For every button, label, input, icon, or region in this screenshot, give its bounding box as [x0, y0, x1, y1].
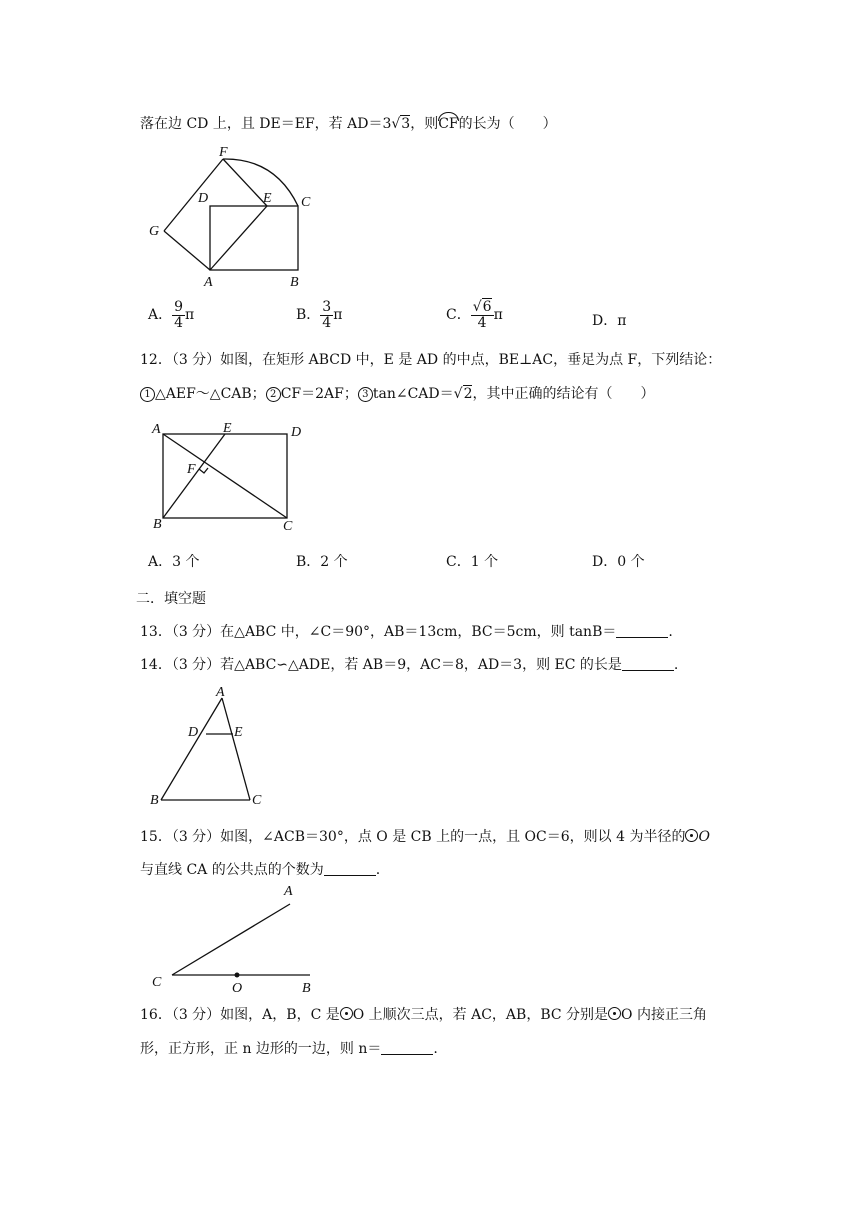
q12-option-c[interactable]: C．1 个 [446, 554, 499, 570]
q16-text-b: O 上顺次三点，若 AC，AB，BC 分别是 [352, 1007, 609, 1023]
q11-option-c[interactable] [446, 300, 503, 330]
q14-figure [145, 684, 275, 810]
label-E: E [263, 191, 272, 206]
numerator: 9 [174, 299, 184, 315]
answer-blank[interactable] [324, 863, 376, 876]
q16-stem-line1 [140, 1004, 707, 1024]
label-D: D [291, 425, 302, 440]
q16-stem-line2 [140, 1038, 438, 1058]
label-D: D [188, 725, 199, 740]
section-heading: 二．填空题 [136, 591, 206, 607]
q15-stem-line1 [140, 826, 710, 846]
q12-figure [145, 418, 315, 536]
q11-text-middle: ，则 [410, 116, 439, 132]
q16-text-a: 16．（3 分）如图，A，B，C 是 [140, 1007, 340, 1023]
answer-blank[interactable] [616, 625, 668, 638]
segment-ga [164, 231, 210, 270]
q12-stem-line1: 12．（3 分）如图，在矩形 ABCD 中，E 是 AD 的中点，BE⊥AC，垂足为点 F，下列结论： [140, 352, 722, 368]
label-F: F [219, 145, 228, 160]
q12-stem-line2 [140, 383, 654, 403]
label-O: O [232, 981, 243, 995]
segment-ae [210, 206, 267, 270]
answer-blank[interactable] [622, 658, 674, 671]
q11-sqrt-radicand: 3 [401, 116, 411, 132]
q15-text-2: 与直线 CA 的公共点的个数为 [140, 862, 324, 878]
q12-statement-1: △AEF～△CAB； [155, 386, 266, 402]
label-A: A [152, 422, 161, 437]
q16-text-c: O 内接正三角 [621, 1007, 707, 1023]
circled-number-2: 2 [266, 387, 281, 402]
label-G: G [149, 224, 160, 239]
pi-symbol: π [333, 307, 343, 324]
q12-statement-2: CF＝2AF； [280, 386, 358, 402]
q15-circle-name: O [698, 829, 710, 845]
sqrt-radicand: 6 [482, 299, 492, 315]
fraction [471, 300, 494, 330]
q12-option-a[interactable]: A．3 个 [148, 554, 200, 570]
numerator: √6 [472, 299, 492, 315]
fraction [320, 300, 333, 330]
q11-option-b[interactable] [296, 300, 342, 330]
q15-text: 15．（3 分）如图，∠ACB＝30°，点 O 是 CB 上的一点，且 OC＝6，则以 4 为半径的 [140, 829, 686, 845]
q11-figure [140, 140, 340, 295]
q13-text: 13．（3 分）在△ABC 中，∠C＝90°，AB＝13cm，BC＝5cm，则 tanB＝ [140, 624, 617, 640]
label-B: B [302, 981, 311, 995]
q11-arc-text: CF [438, 116, 459, 132]
q12-question-tail: ，其中正确的结论有（ ） [472, 386, 655, 402]
q15-end: . [375, 862, 381, 878]
point-o [235, 973, 240, 978]
denominator: 4 [174, 314, 184, 331]
option-key: A． [148, 307, 173, 324]
label-C: C [252, 793, 262, 808]
pi-symbol: π [493, 307, 503, 324]
circle-dot-symbol [685, 829, 698, 842]
numerator: 3 [322, 299, 332, 315]
label-A: A [284, 884, 293, 899]
q12-statement-3: tan∠CAD＝ [372, 386, 454, 402]
sqrt-symbol: √2 [453, 386, 473, 402]
circle-dot-symbol [608, 1007, 621, 1020]
square-abcd [210, 206, 298, 270]
option-key: D． [592, 313, 618, 329]
segment-ab [161, 698, 222, 800]
diagonal-ac [163, 434, 287, 518]
circled-number-1: 1 [140, 387, 155, 402]
label-E: E [234, 725, 243, 740]
sqrt-symbol: √3 [391, 116, 411, 132]
q15-stem-line2 [140, 859, 380, 879]
q13-stem [140, 621, 673, 641]
label-A: A [204, 275, 213, 290]
segment-ac [222, 698, 250, 800]
option-key: C． [446, 307, 471, 324]
q11-option-a[interactable] [148, 300, 194, 330]
label-B: B [290, 275, 299, 290]
q12-option-d[interactable]: D．0 个 [592, 554, 645, 570]
q13-end: . [668, 624, 673, 640]
fraction [172, 300, 185, 330]
label-C: C [283, 519, 293, 534]
q14-text: 14．（3 分）若△ABC∽△ADE，若 AB＝9，AC＝8，AD＝3，则 EC 的长是 [140, 657, 622, 673]
q14-end: . [673, 657, 679, 673]
label-C: C [301, 195, 311, 210]
label-A: A [216, 685, 225, 700]
circle-dot-symbol [340, 1007, 353, 1020]
denominator: 4 [322, 314, 332, 331]
option-key: B． [296, 307, 321, 324]
label-C: C [152, 975, 162, 990]
q12-option-b[interactable]: B．2 个 [296, 554, 348, 570]
circled-number-3: 3 [358, 387, 373, 402]
segment-gf [164, 159, 223, 231]
q14-stem [140, 654, 678, 674]
right-angle-mark [199, 468, 208, 473]
label-D: D [198, 191, 209, 206]
denominator: 4 [477, 314, 487, 331]
q11-text-after: 的长为（ ） [458, 116, 557, 132]
label-F: F [187, 462, 196, 477]
ray-ca [172, 904, 290, 975]
answer-blank[interactable] [381, 1042, 433, 1055]
label-E: E [223, 421, 232, 436]
q16-end: . [433, 1041, 438, 1057]
q11-text-before: 落在边 CD 上，且 DE＝EF，若 AD＝3 [140, 116, 392, 132]
q11-option-d[interactable] [592, 310, 626, 330]
label-B: B [150, 793, 159, 808]
q11-stem [140, 112, 557, 133]
q16-text-2: 形，正方形，正 n 边形的一边，则 n＝ [140, 1041, 382, 1057]
q12-sqrt-radicand: 2 [463, 386, 473, 402]
pi-symbol: π [185, 307, 195, 324]
q11-arc-label [438, 112, 458, 132]
option-text: π [617, 313, 627, 329]
label-B: B [153, 517, 162, 532]
q15-figure [145, 880, 335, 995]
